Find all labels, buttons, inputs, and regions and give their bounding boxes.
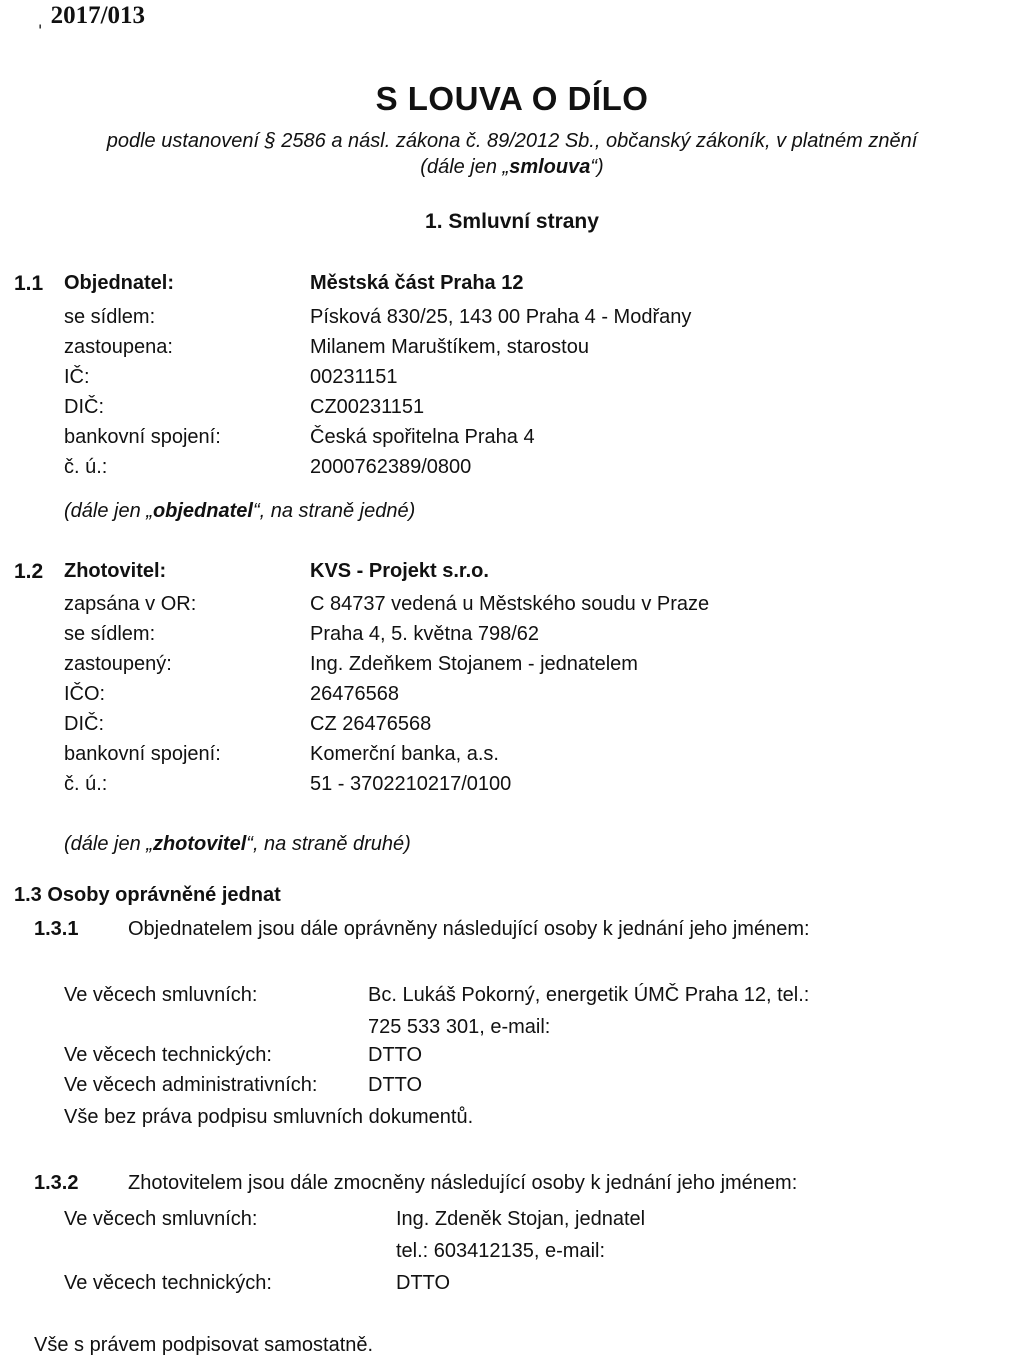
party-2-value: 26476568 [310, 683, 399, 705]
document-title: S LOUVA O DÍLO [375, 80, 649, 117]
party-2-value: Ing. Zdeňkem Stojanem - jednatelem [310, 653, 638, 675]
authority-value: Bc. Lukáš Pokorný, energetik ÚMČ Praha 12, tel.: [368, 984, 810, 1006]
party-1-label: DIČ: [64, 396, 104, 418]
authority-label: Ve věcech smluvních: [64, 984, 258, 1006]
subsection-1-3-1-number: 1.3.1 [34, 918, 79, 940]
authority-value: DTTO [368, 1044, 423, 1066]
party-1-label: se sídlem: [64, 306, 156, 328]
authority-label: Ve věcech technických: [64, 1272, 272, 1294]
subtitle-line-2: (dále jen „smlouva“) [420, 156, 604, 178]
party-2-value: CZ 26476568 [310, 713, 432, 735]
party-1-value: Česká spořitelna Praha 4 [310, 426, 535, 448]
party-1-value: CZ00231151 [310, 396, 425, 418]
party-2-label: bankovní spojení: [64, 743, 221, 765]
party-2-value: Praha 4, 5. května 798/62 [310, 623, 540, 645]
party-2-label: č. ú.: [64, 773, 108, 795]
party-1-value: Písková 830/25, 143 00 Praha 4 - Modřany [310, 306, 692, 328]
party-1-note: (dále jen „objednatel“, na straně jedné) [64, 500, 416, 522]
subsection-1-3-2-text: Zhotovitelem jsou dále zmocněny následující osoby k jednání jeho jménem: [128, 1172, 798, 1194]
party-1-value: Městská část Praha 12 [310, 272, 524, 294]
party-1-value: 2000762389/0800 [310, 456, 472, 478]
party-2-value: Komerční banka, a.s. [310, 743, 499, 765]
authority-value: 725 533 301, e-mail: [368, 1016, 551, 1038]
party-2-label: IČO: [64, 683, 106, 705]
subsection-1-3-1-footer: Vše bez práva podpisu smluvních dokumentů. [64, 1106, 474, 1128]
party-2-label: zapsána v OR: [64, 593, 197, 615]
party-1-label: č. ú.: [64, 456, 108, 478]
subsection-1-3-2-footer: Vše s právem podpisovat samostatně. [34, 1334, 374, 1356]
authority-value: tel.: 603412135, e-mail: [396, 1240, 606, 1262]
authority-label: Ve věcech technických: [64, 1044, 272, 1066]
document-number: ˌ 2017/013 [36, 2, 146, 29]
authority-label: Ve věcech smluvních: [64, 1208, 258, 1230]
subtitle-line-1: podle ustanovení § 2586 a násl. zákona č. 89/2012 Sb., občanský zákoník, v platném znění [106, 130, 918, 152]
party-2-label: DIČ: [64, 713, 104, 735]
party-1-label: zastoupena: [64, 336, 173, 358]
party-2-label: zastoupený: [64, 653, 172, 675]
subsection-1-3-2-number: 1.3.2 [34, 1172, 79, 1194]
party-1-number: 1.1 [14, 272, 44, 295]
party-2-note: (dále jen „zhotovitel“, na straně druhé) [64, 833, 411, 855]
authority-value: Ing. Zdeněk Stojan, jednatel [396, 1208, 646, 1230]
authority-value: DTTO [396, 1272, 451, 1294]
section-heading-1-3: 1.3 Osoby oprávněné jednat [14, 884, 281, 906]
party-2-number: 1.2 [14, 560, 44, 583]
party-2-label: Zhotovitel: [64, 560, 167, 582]
section-heading-1: 1. Smluvní strany [425, 210, 599, 233]
party-1-label: bankovní spojení: [64, 426, 221, 448]
party-2-value: C 84737 vedená u Městského soudu v Praze [310, 593, 710, 615]
party-1-value: Milanem Maruštíkem, starostou [310, 336, 589, 358]
subsection-1-3-1-text: Objednatelem jsou dále oprávněny následující osoby k jednání jeho jménem: [128, 918, 810, 940]
party-2-value: KVS - Projekt s.r.o. [310, 560, 489, 582]
party-1-value: 00231151 [310, 366, 398, 388]
party-2-value: 51 - 3702210217/0100 [310, 773, 512, 795]
party-1-label: IČ: [64, 366, 90, 388]
party-1-label: Objednatel: [64, 272, 175, 294]
authority-value: DTTO [368, 1074, 423, 1096]
authority-label: Ve věcech administrativních: [64, 1074, 318, 1096]
party-2-label: se sídlem: [64, 623, 156, 645]
